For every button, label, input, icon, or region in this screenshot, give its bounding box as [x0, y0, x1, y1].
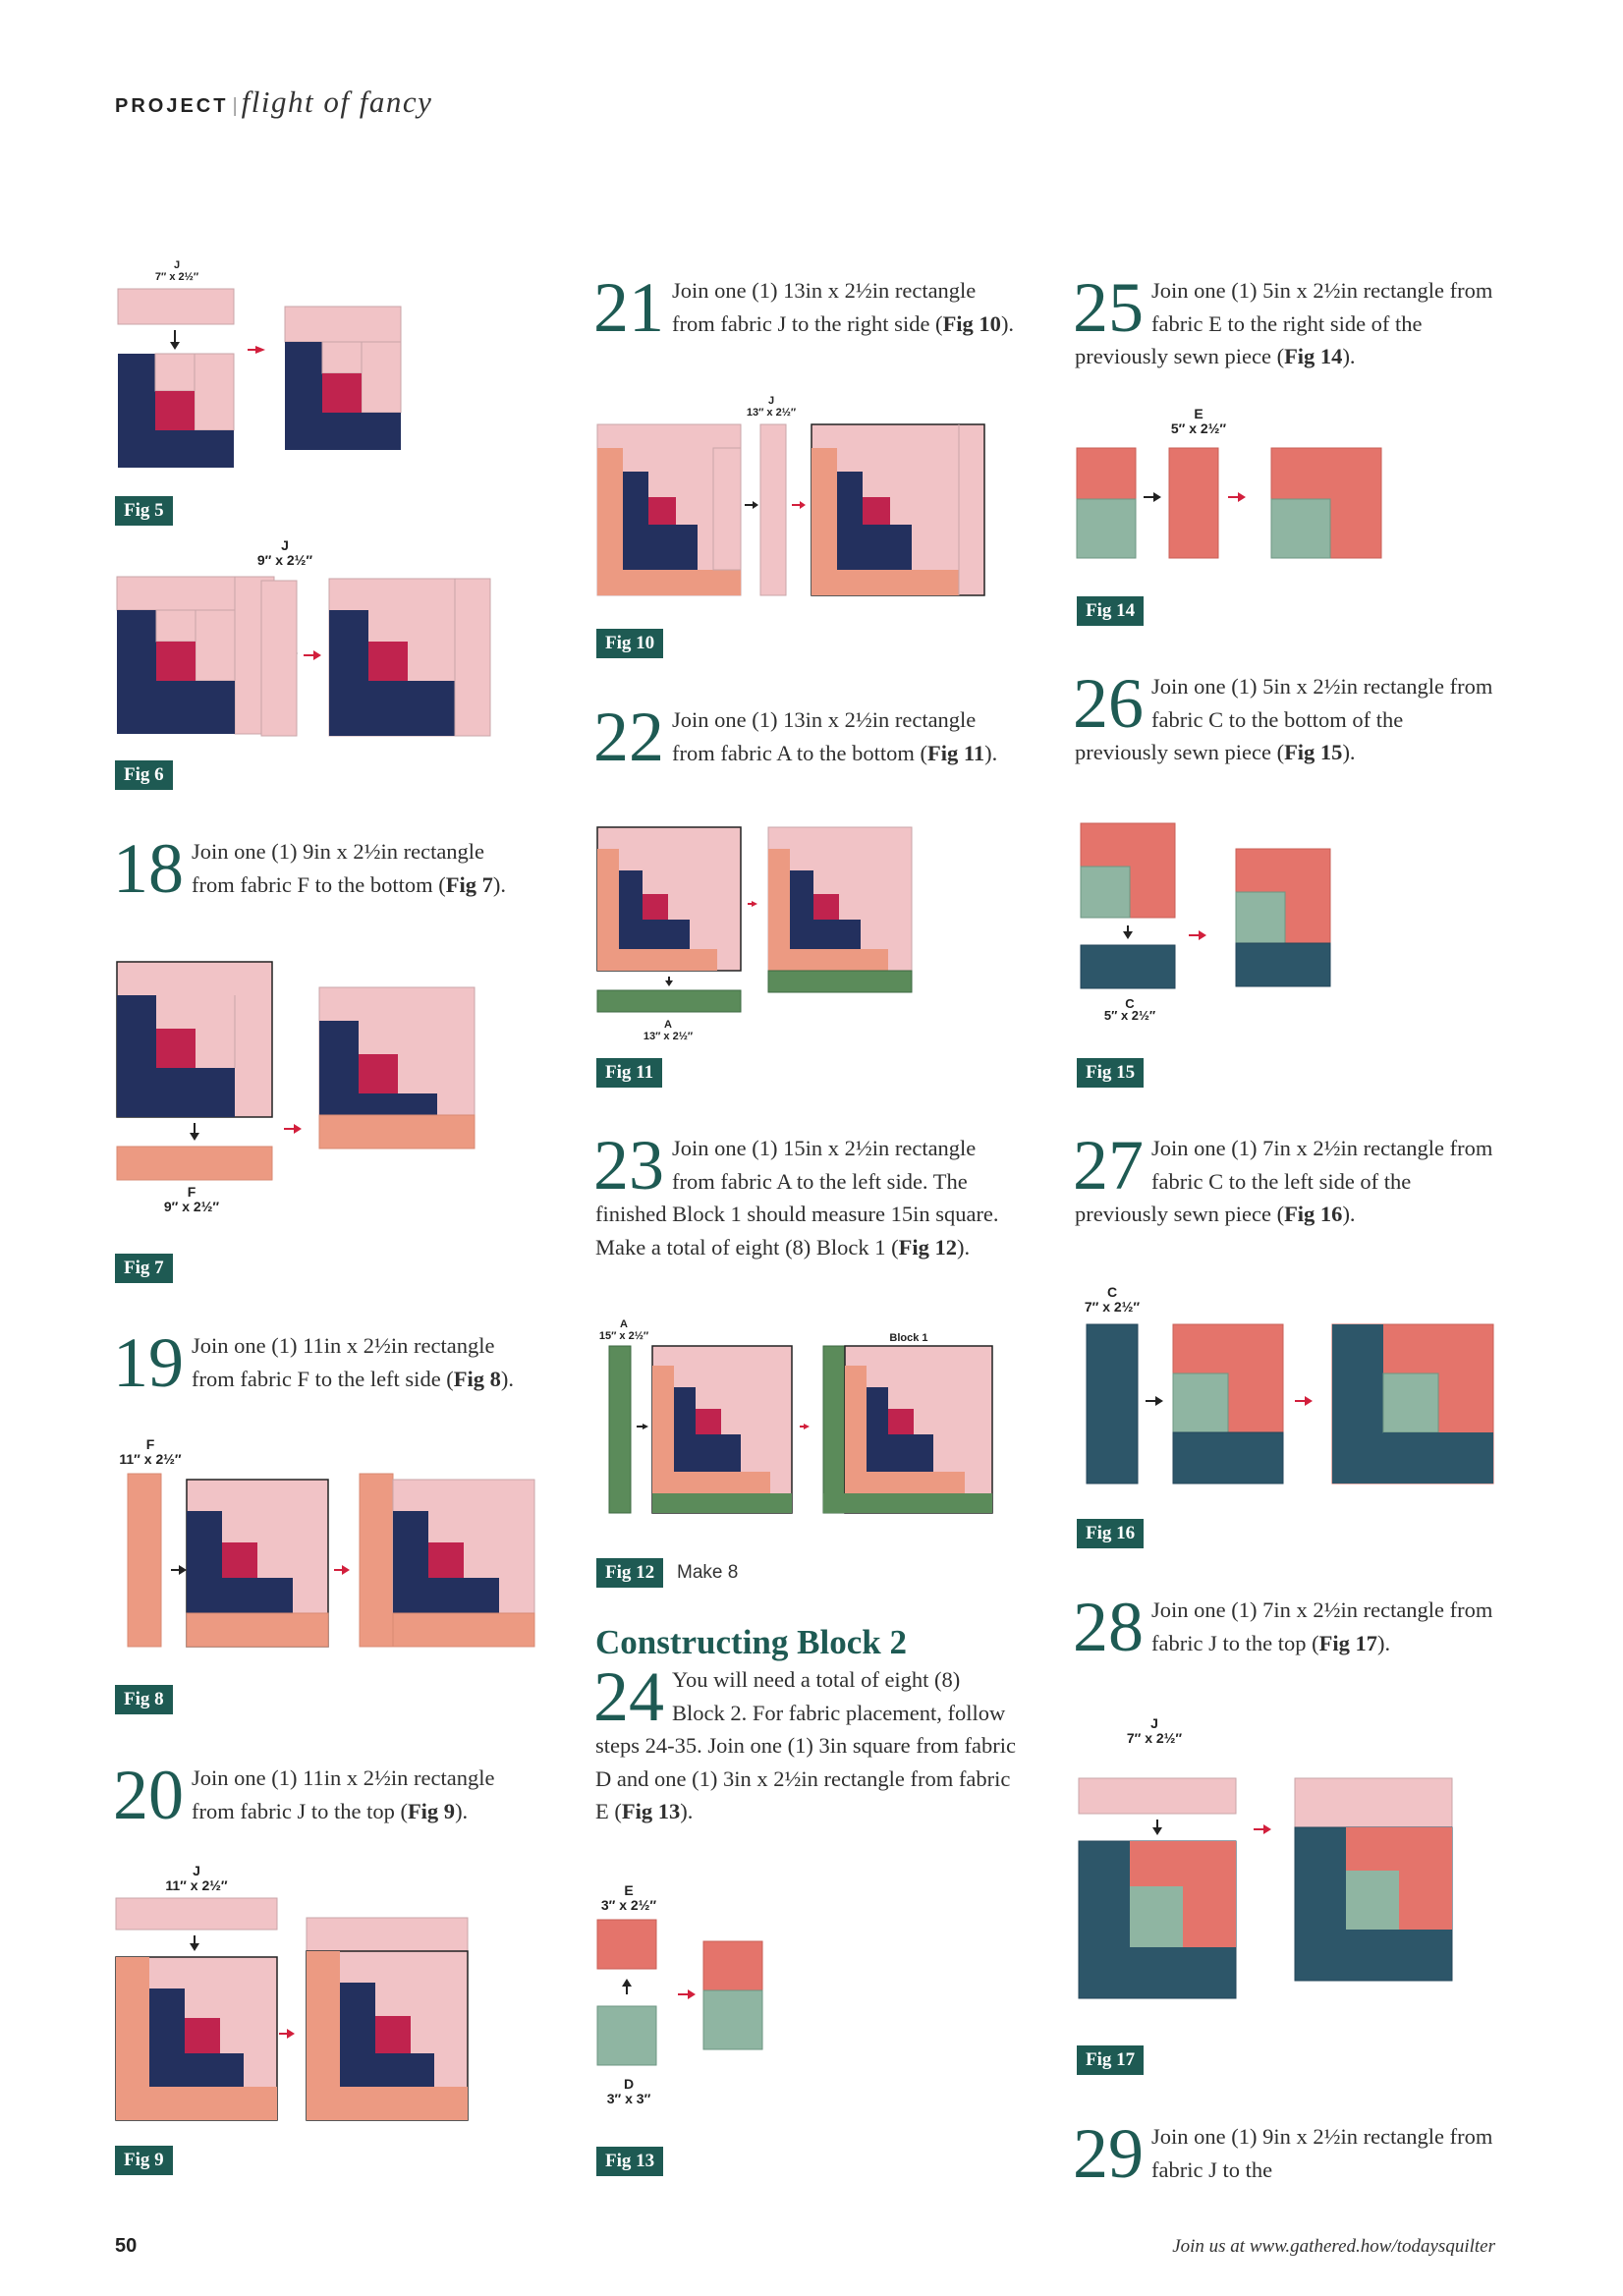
fig5-badge: Fig 5: [115, 496, 173, 526]
fig6-badge: Fig 6: [115, 760, 173, 790]
fig5-diagram: [116, 287, 411, 476]
block-result: [1332, 1324, 1493, 1484]
block-result: [329, 579, 490, 736]
block-base: [1081, 823, 1175, 918]
fig12-block-label: Block 1: [889, 1332, 928, 1344]
step-26: 26 Join one (1) 5in x 2½in rectangle from fabric C to the bottom of the previously sewn piece (Fig 15).: [1073, 664, 1493, 764]
strip-a: [609, 1346, 631, 1513]
strip-j: [1079, 1778, 1236, 1814]
strip-a: [597, 990, 741, 1012]
fig16-diagram: [1085, 1322, 1497, 1487]
square-e: [597, 1920, 656, 1969]
fig10-diagram: [595, 422, 988, 599]
fig14-dim-label: E 5″ x 2½″: [1170, 406, 1227, 436]
block-result: [812, 424, 984, 595]
fig12-diagram: [607, 1344, 1000, 1516]
strip-c: [1081, 945, 1175, 988]
square-d: [597, 2006, 656, 2065]
step-23: 23 Join one (1) 15in x 2½in rectangle from fabric A to the left side. The finished Block 1 should measure 15in square. Make a total of eight (8) Block 1 (Fig 12).: [593, 1126, 999, 1260]
header-separator: |: [232, 95, 238, 117]
block-base: [597, 424, 741, 595]
fig12-dim-label: A 15″ x 2½″: [598, 1318, 649, 1342]
block-result: [768, 827, 912, 992]
strip-j: [116, 1898, 277, 1930]
block-result: [285, 307, 401, 450]
block-result: [703, 1941, 762, 2049]
fig8-diagram: [126, 1472, 538, 1653]
fig12-badge: Fig 12: [596, 1558, 663, 1588]
strip-j: [760, 424, 786, 595]
step-22: 22 Join one (1) 13in x 2½in rectangle from fabric A to the bottom (Fig 11).: [593, 698, 998, 776]
fig9-diagram: [114, 1896, 477, 2124]
fig7-dim-label: F 9″ x 2½″: [163, 1184, 220, 1214]
strip-j: [118, 289, 234, 324]
block-base: [117, 962, 272, 1117]
fig6-strip-result: [260, 577, 496, 742]
fig13-e-label: E 3″ x 2½″: [600, 1882, 657, 1913]
fig13-badge: Fig 13: [596, 2147, 663, 2176]
fig11-dim-label: A 13″ x 2½″: [643, 1019, 694, 1042]
fig8-badge: Fig 8: [115, 1685, 173, 1714]
fig16-dim-label: C 7″ x 2½″: [1084, 1284, 1141, 1315]
strip-f: [117, 1147, 272, 1180]
fig9-badge: Fig 9: [115, 2146, 173, 2175]
block-base: [597, 827, 741, 971]
footer-promo: Join us at www.gathered.how/todaysquilter: [1172, 2236, 1495, 2257]
strip-c: [1087, 1324, 1138, 1484]
strip-f: [128, 1474, 161, 1647]
article-title: flight of fancy: [241, 84, 433, 119]
step-20: 20 Join one (1) 11in x 2½in rectangle from fabric J to the top (Fig 9).: [113, 1756, 495, 1834]
step-27: 27 Join one (1) 7in x 2½in rectangle from fabric C to the left side of the previously sewn piece (Fig 16).: [1073, 1126, 1493, 1226]
fig11-diagram: [595, 825, 920, 1017]
block-base: [116, 1957, 277, 2120]
heading-block-2: Constructing Block 2: [595, 1623, 907, 1661]
page-header: [115, 84, 432, 120]
strip-e: [1169, 448, 1218, 558]
fig12-note: Make 8: [677, 1562, 739, 1583]
fig15-badge: Fig 15: [1077, 1058, 1144, 1088]
fig10-badge: Fig 10: [596, 629, 663, 658]
fig9-dim-label: J 11″ x 2½″: [165, 1863, 228, 1893]
fig15-diagram: [1079, 821, 1334, 994]
fig14-diagram: [1075, 446, 1389, 562]
step-29: 29 Join one (1) 9in x 2½in rectangle from fabric J to the: [1073, 2114, 1493, 2193]
fig17-dim-label: J 7″ x 2½″: [1126, 1715, 1183, 1746]
block-base: [187, 1480, 328, 1647]
block-result: [360, 1474, 534, 1647]
page-number: 50: [115, 2235, 138, 2257]
block-result: [1271, 448, 1381, 558]
block-result: [319, 987, 475, 1148]
strip-j: [261, 581, 297, 736]
block-result: [1236, 849, 1330, 986]
fig13-diagram: [595, 1918, 768, 2085]
block-result: [307, 1918, 468, 2120]
block-result: [1295, 1778, 1452, 1981]
fig16-badge: Fig 16: [1077, 1519, 1144, 1548]
fig6-dim-label: J 9″ x 2½″: [256, 537, 313, 568]
fig11-badge: Fig 11: [596, 1058, 662, 1088]
block-base: [1079, 1841, 1236, 1998]
step-18: 18 Join one (1) 9in x 2½in rectangle from fabric F to the bottom (Fig 7).: [113, 829, 506, 908]
fig17-diagram: [1077, 1776, 1499, 2004]
fig14-badge: Fig 14: [1077, 596, 1144, 626]
fig17-badge: Fig 17: [1077, 2045, 1144, 2075]
fig8-dim-label: F 11″ x 2½″: [119, 1436, 182, 1467]
step-19: 19 Join one (1) 11in x 2½in rectangle from fabric F to the left side (Fig 8).: [113, 1323, 515, 1402]
fig13-d-label: D 3″ x 3″: [606, 2076, 651, 2106]
block-base: [118, 354, 234, 468]
fig10-dim-label: J 13″ x 2½″: [746, 395, 797, 419]
block-result: [823, 1346, 992, 1513]
fig7-badge: Fig 7: [115, 1254, 173, 1283]
step-21: 21 Join one (1) 13in x 2½in rectangle from fabric J to the right side (Fig 10).: [593, 268, 1015, 347]
fig15-dim-label: C 5″ x 2½″: [1103, 996, 1156, 1023]
block-base: [1077, 448, 1136, 558]
step-24: 24 You will need a total of eight (8) Block 2. For fabric placement, follow steps 24-35. Join one (1) 3in square from fabric D and one (1) 3in x 2½in rectangle from fabric E (Fig 13).: [593, 1657, 1017, 1823]
section-label: PROJECT: [115, 95, 229, 117]
step-28: 28 Join one (1) 7in x 2½in rectangle from fabric J to the top (Fig 17).: [1073, 1588, 1493, 1666]
step-25: 25 Join one (1) 5in x 2½in rectangle from fabric E to the right side of the previously sewn piece (Fig 14).: [1073, 268, 1493, 368]
fig5-dim-label: J 7″ x 2½″: [154, 259, 199, 283]
block-base: [1173, 1324, 1283, 1484]
fig7-diagram: [115, 960, 478, 1181]
block-base: [652, 1346, 792, 1513]
